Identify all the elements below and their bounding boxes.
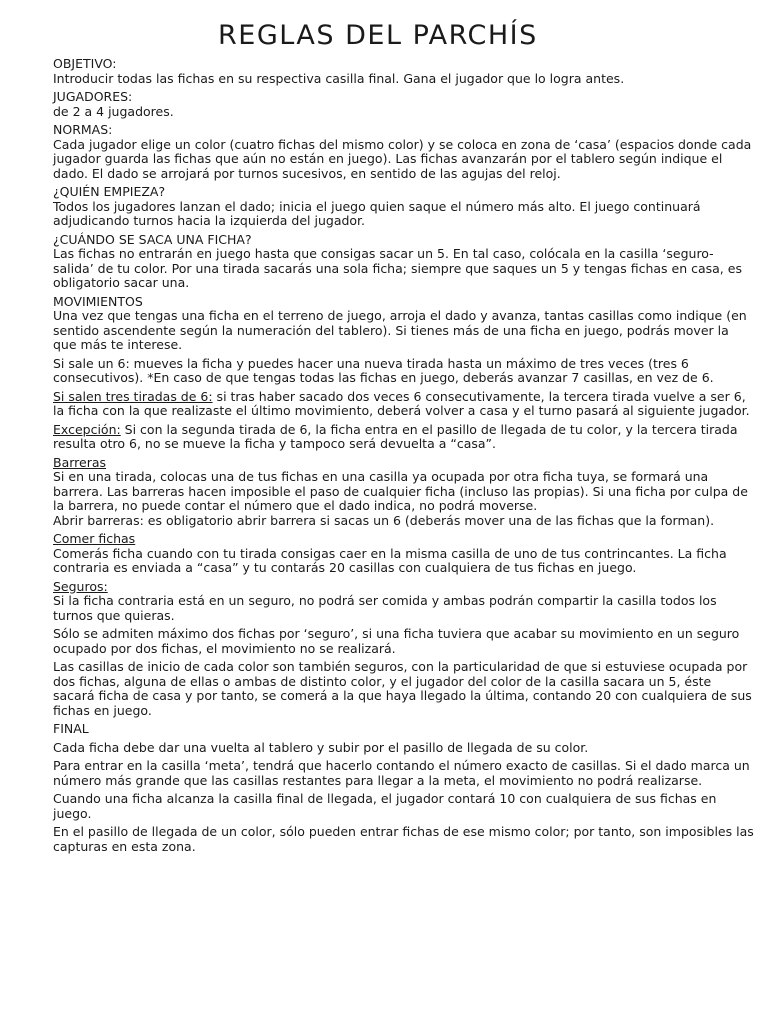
paragraph: Cada jugador elige un color (cuatro fichas del mismo color) y se coloca en zona de ‘casa’ (espacios donde cada jugador guarda las fichas que aún no están en juego). Las fichas avanzarán por el tablero según indique el dado. El dado se arrojará por turnos sucesivos, en sentido de las agujas del reloj. [53, 136, 752, 181]
section-heading: FINAL [53, 721, 89, 736]
paragraph: Si la ficha contraria está en un seguro, no podrá ser comida y ambas podrán compartir la casilla todos los turnos que quieras. [53, 593, 717, 623]
section-quien-empieza [53, 185, 754, 229]
paragraph: Sólo se admiten máximo dos fichas por ‘seguro’, si una ficha tuviera que acabar su movimiento en un seguro ocupado por dos fichas, el movimiento no se realizará. [53, 626, 740, 656]
paragraph: Si sale un 6: mueves la ficha y puedes hacer una nueva tirada hasta un máximo de tres veces (tres 6 consecutivos). *En caso de que tengas todas las fichas en juego, deberás avanzar 7 casillas, en vez de 6. [53, 355, 714, 385]
section-barreras [53, 456, 754, 529]
paragraph: Una vez que tengas una ficha en el terreno de juego, arroja el dado y avanza, tantas casillas como indique (en sentido ascendente según la numeración del tablero). Si tienes más de una ficha en juego, podrás mover la que más te interese. [53, 308, 747, 352]
paragraph: En el pasillo de llegada de un color, sólo pueden entrar fichas de ese mismo color; por tanto, son imposibles las capturas en esta zona. [53, 824, 754, 854]
section-heading: NORMAS: [53, 122, 113, 137]
paragraph: Introducir todas las fichas en su respectiva casilla final. Gana el jugador que lo logra antes. [53, 70, 625, 86]
paragraph: Las fichas no entrarán en juego hasta que consigas sacar un 5. En tal caso, colócala en la casilla ‘seguro-salida’ de tu color. Por una tirada sacarás una sola ficha; siempre que saques un 5 y tengas fichas en casa, es obligatorio sacar una. [53, 246, 742, 290]
section-heading: ¿QUIÉN EMPIEZA? [53, 184, 166, 199]
paragraph: Si en una tirada, colocas una de tus fichas en una casilla ya ocupada por otra ficha tuya, se formará una barrera. Las barreras hacen imposible el paso de cualquier ficha (incluso las propias). Si una ficha por culpa de la barrera, no puede contar el número que el dado indica, no podrá moverse. [53, 469, 748, 513]
section-heading: Seguros: [53, 578, 108, 594]
section-normas [53, 123, 754, 181]
section-heading: OBJETIVO: [53, 56, 117, 71]
paragraph-text: Si con la segunda tirada de 6, la ficha entra en el pasillo de llegada de tu color, y la tercera tirada resulta otro 6, no se mueve la ficha y tampoco será devuelta a “casa”. [53, 421, 738, 451]
section-jugadores [53, 90, 754, 119]
section-heading: JUGADORES: [53, 89, 133, 104]
section-cuando-ficha [53, 233, 754, 291]
paragraph-text: si tras haber sacado dos veces 6 consecutivamente, la tercera tirada vuelve a ser 6, la ficha con la que realizaste el último movimiento, deberá volver a casa y el turno pasará al siguiente jugador. [53, 388, 750, 418]
section-movimientos [53, 295, 754, 452]
paragraph: Para entrar en la casilla ‘meta’, tendrá que hacerlo contando el número exacto de casillas. Si el dado marca un número más grande que las casillas restantes para llegar a la meta, el movimiento no podrá realizarse. [53, 758, 750, 788]
section-comer-fichas [53, 532, 754, 576]
section-objetivo [53, 57, 754, 86]
section-final [53, 722, 754, 854]
paragraph: Todos los jugadores lanzan el dado; inicia el juego quien saque el número más alto. El juego continuará adjudicando turnos hacia la izquierda del jugador. [53, 198, 701, 228]
paragraph: Comerás ficha cuando con tu tirada consigas caer en la misma casilla de uno de tus contrincantes. La ficha contraria es enviada a “casa” y tu contarás 20 casillas con cualquiera de tus fichas en juego. [53, 545, 727, 575]
section-heading: Comer fichas [53, 531, 136, 546]
underlined-label: Excepción: [53, 421, 121, 437]
page-title: REGLAS DEL PARCHÍS [218, 20, 538, 51]
section-heading: Barreras [53, 454, 107, 470]
paragraph: Abrir barreras: es obligatorio abrir barrera si sacas un 6 (deberás mover una de las fichas que la forman). [53, 512, 715, 528]
paragraph: de 2 a 4 jugadores. [53, 103, 174, 119]
section-heading: MOVIMIENTOS [53, 293, 143, 309]
section-heading: ¿CUÁNDO SE SACA UNA FICHA? [53, 231, 252, 247]
paragraph-tres-seis [53, 390, 754, 419]
paragraph: Cuando una ficha alcanza la casilla final de llegada, el jugador contará 10 con cualquiera de sus fichas en juego. [53, 791, 717, 821]
paragraph: Cada ficha debe dar una vuelta al tablero y subir por el pasillo de llegada de su color. [53, 739, 589, 755]
section-seguros [53, 580, 754, 719]
underlined-label: Si salen tres tiradas de 6: [53, 388, 213, 404]
paragraph-excepcion [53, 423, 754, 452]
paragraph: Las casillas de inicio de cada color son también seguros, con la particularidad de que si estuviese ocupada por dos fichas, alguna de ellas o ambas de distinto color, y el jugador del color de la casilla sacara un 5, éste sacará ficha de casa y por tanto, se comerá a la que haya llegado la última, contando 20 con cualquiera de sus fichas en juego. [53, 659, 752, 718]
